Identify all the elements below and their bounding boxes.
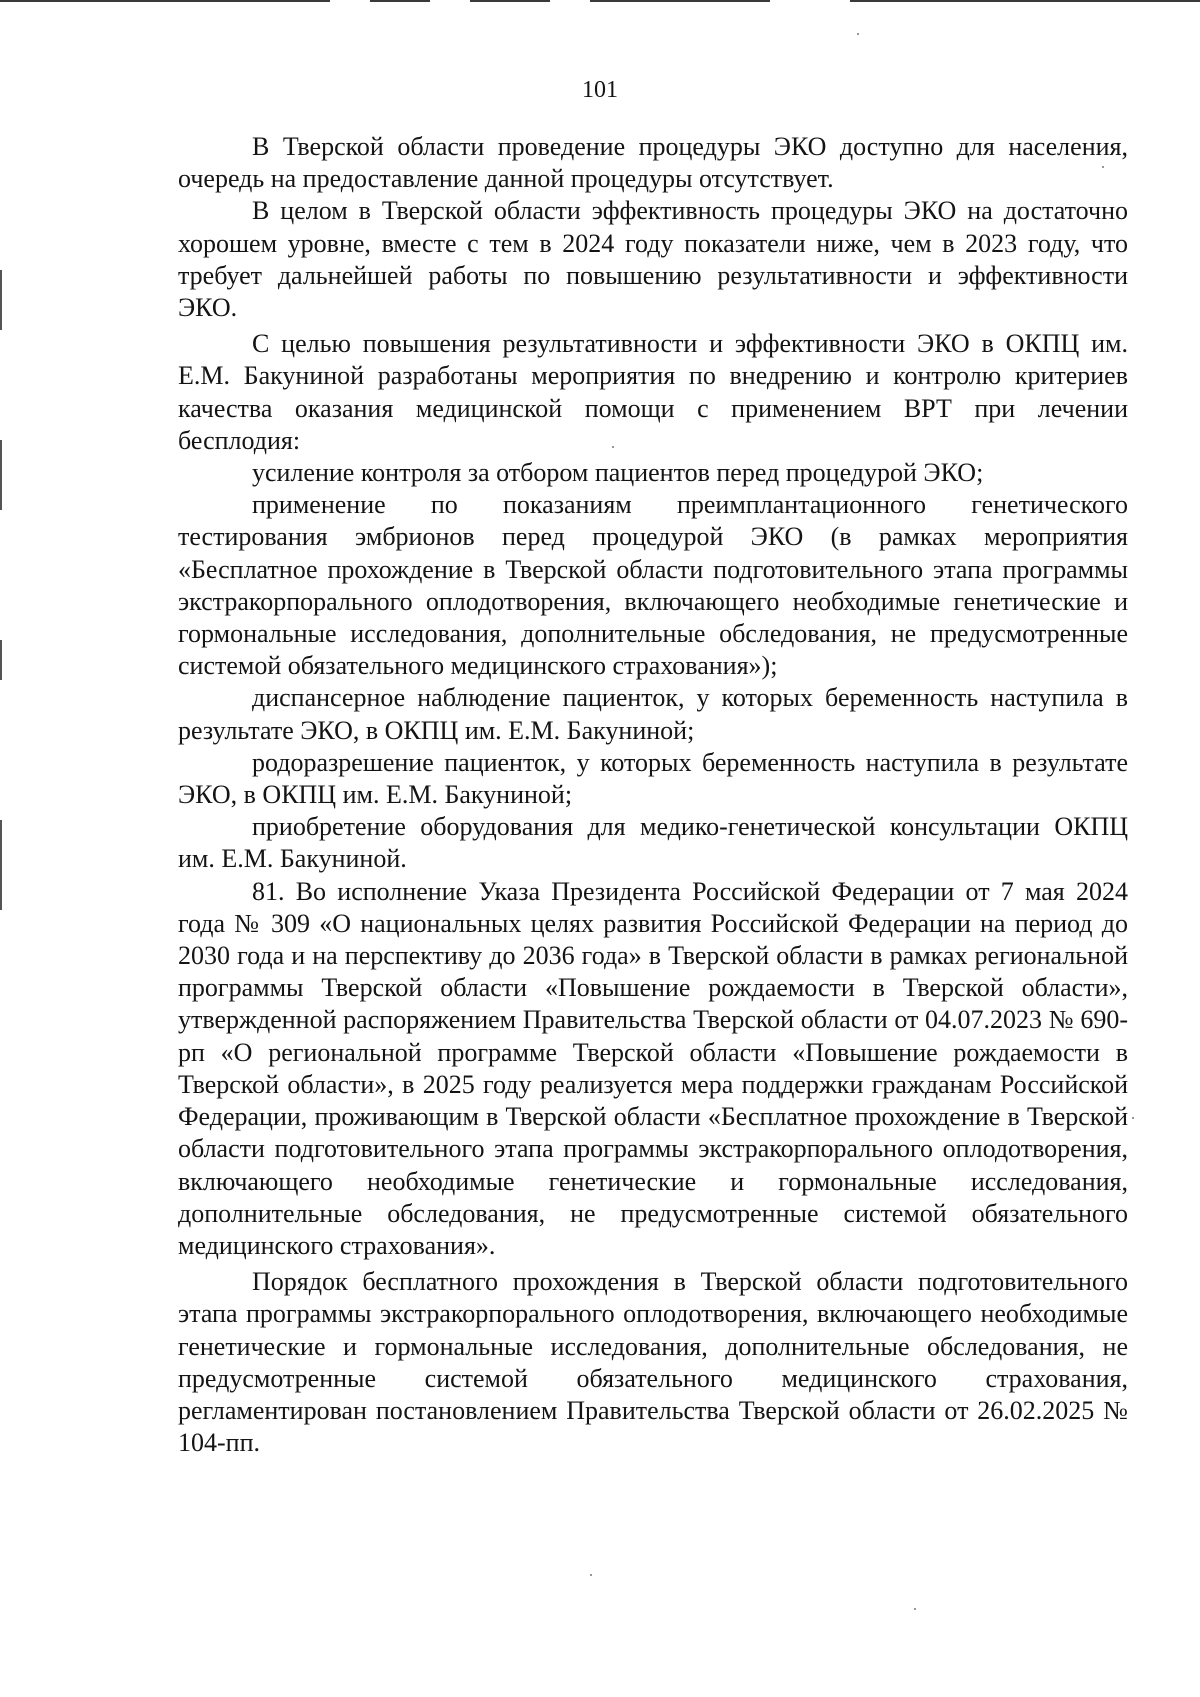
scan-dot: [914, 1608, 916, 1610]
paragraph: 81. Во исполнение Указа Президента Российской Федерации от 7 мая 2024 года № 309 «О национальных целях развития Российской Федерации на период до 2030 года и на перспективу до 2036 года» в Тверской области в рамках региональной программы Тверской области «Повышение рождаемости в Тверской области», утвержденной распоряжением Правительства Тверской области от 04.07.2023 № 690-рп «О региональной программе Тверской области «Повышение рождаемости в Тверской области», в 2025 году реализуется мера поддержки гражданам Российской Федерации, проживающим в Тверской области «Бесплатное прохождение в Тверской области подготовительного этапа программы экстракорпорального оплодотворения, включающего необходимые генетические и гормональные исследования, дополнительные обследования, не предусмотренные системой обязательного медицинского страхования».: [178, 876, 1128, 1260]
scan-dot: [590, 1574, 592, 1576]
scan-dot: [1132, 1117, 1134, 1119]
list-item: применение по показаниям преимплантационного генетического тестирования эмбрионов перед процедурой ЭКО (в рамках мероприятия «Бесплатное прохождение в Тверской области подготовительного этапа программы экстракорпорального оплодотворения, включающего необходимые генетические и гормональные исследования, дополнительные обследования, не предусмотренные системой обязательного медицинского страхования»);: [178, 490, 1128, 681]
list-item: диспансерное наблюдение пациенток, у которых беременность наступила в результате ЭКО, в ОКПЦ им. Е.М. Бакуниной;: [178, 683, 1128, 745]
list-item: родоразрешение пациенток, у которых беременность наступила в результате ЭКО, в ОКПЦ им. Е.М. Бакуниной;: [178, 747, 1128, 810]
page-number: 101: [582, 77, 618, 103]
scan-edge-mark: [0, 820, 2, 910]
scan-edge-top: [0, 0, 1200, 3]
list-item: приобретение оборудования для медико-генетической консультации ОКПЦ им. Е.М. Бакуниной.: [178, 812, 1128, 874]
scan-edge-mark: [0, 640, 2, 680]
paragraph: С целью повышения результативности и эффективности ЭКО в ОКПЦ им. Е.М. Бакуниной разработаны мероприятия по внедрению и контролю критериев качества оказания медицинской помощи с применением ВРТ при лечении бесплодия:: [178, 329, 1128, 455]
paragraph: Порядок бесплатного прохождения в Тверской области подготовительного этапа программы экстракорпорального оплодотворения, включающего необходимые генетические и гормональные исследования, дополнительные обследования, не предусмотренные системой обязательного медицинского страхования, регламентирован постановлением Правительства Тверской области от 26.02.2025 № 104-пп.: [178, 1267, 1128, 1458]
paragraph: В Тверской области проведение процедуры ЭКО доступно для населения, очередь на предоставление данной процедуры отсутствует.: [178, 132, 1128, 194]
list-item: усиление контроля за отбором пациентов перед процедурой ЭКО;: [252, 458, 984, 488]
scan-dot: [857, 33, 859, 35]
scan-edge-mark: [0, 270, 2, 330]
scan-edge-mark: [0, 440, 2, 510]
document-body: [178, 131, 1128, 1459]
paragraph: В целом в Тверской области эффективность процедуры ЭКО на достаточно хорошем уровне, вместе с тем в 2024 году показатели ниже, чем в 2023 году, что требует дальнейшей работы по повышению результативности и эффективности ЭКО.: [178, 196, 1128, 323]
